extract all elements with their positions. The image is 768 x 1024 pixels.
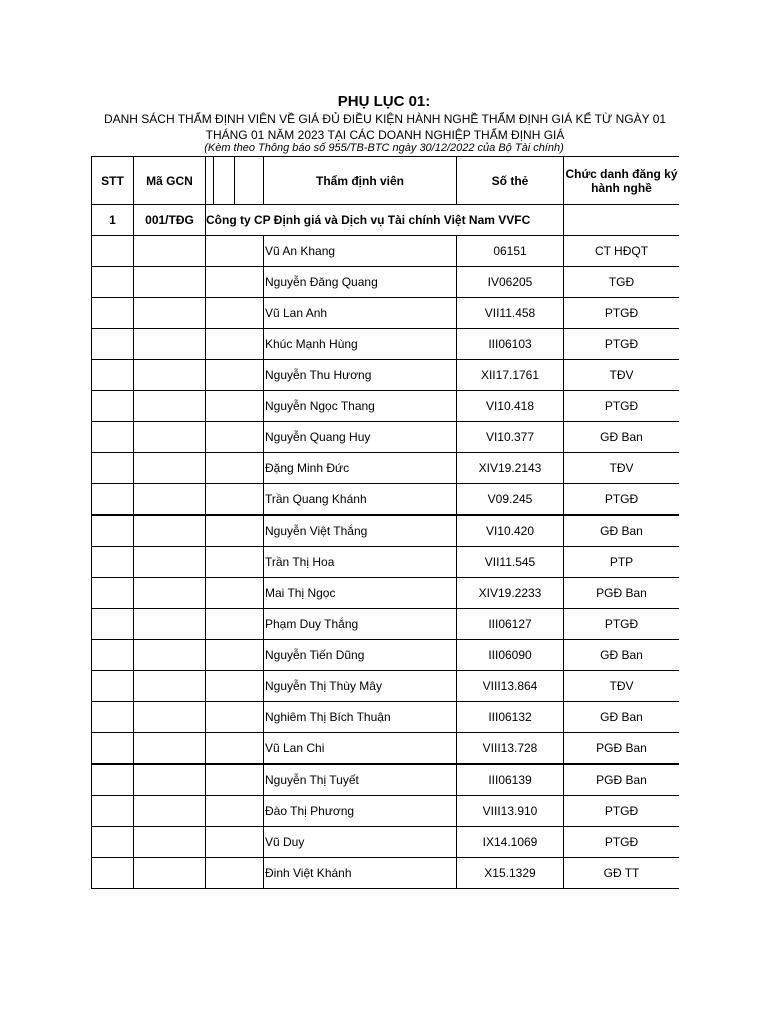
row-appraiser-name: Nguyễn Thị Thùy Mây [264, 671, 457, 702]
row-chuc-danh: GĐ Ban [564, 515, 680, 547]
row-spacer-empty [206, 329, 264, 360]
header-spacer-1 [206, 157, 214, 205]
header-spacer-3 [235, 157, 264, 205]
row-spacer-empty [206, 391, 264, 422]
table-row [92, 236, 680, 267]
table-row [92, 609, 680, 640]
row-ma-gcn-empty [134, 515, 206, 547]
row-chuc-danh: PTGĐ [564, 298, 680, 329]
row-spacer-empty [206, 733, 264, 765]
header-chuc-danh: Chức danh đăng ký hành nghề [564, 157, 680, 205]
row-stt-empty [92, 671, 134, 702]
row-appraiser-name: Mai Thị Ngọc [264, 578, 457, 609]
table-row [92, 702, 680, 733]
row-stt-empty [92, 329, 134, 360]
row-so-the: VI10.377 [457, 422, 564, 453]
row-appraiser-name: Khúc Mạnh Hùng [264, 329, 457, 360]
row-stt-empty [92, 702, 134, 733]
document-note: (Kèm theo Thông báo số 955/TB-BTC ngày 30/12/2022 của Bộ Tài chính) [204, 142, 564, 154]
company-ma-gcn: 001/TĐG [134, 205, 206, 236]
row-appraiser-name: Vũ Lan Anh [264, 298, 457, 329]
appraiser-table-container [91, 156, 679, 906]
row-stt-empty [92, 547, 134, 578]
row-chuc-danh: PTGĐ [564, 391, 680, 422]
row-spacer-empty [206, 796, 264, 827]
company-row [92, 205, 680, 236]
table-row [92, 578, 680, 609]
row-stt-empty [92, 267, 134, 298]
row-ma-gcn-empty [134, 422, 206, 453]
row-ma-gcn-empty [134, 329, 206, 360]
table-row [92, 360, 680, 391]
row-appraiser-name: Nguyễn Việt Thắng [264, 515, 457, 547]
row-appraiser-name: Trần Quang Khánh [264, 484, 457, 516]
row-appraiser-name: Đặng Minh Đức [264, 453, 457, 484]
header-spacer-2 [214, 157, 235, 205]
row-chuc-danh: CT HĐQT [564, 236, 680, 267]
row-stt-empty [92, 422, 134, 453]
row-so-the: VII11.458 [457, 298, 564, 329]
row-spacer-empty [206, 702, 264, 733]
row-chuc-danh: PTGĐ [564, 484, 680, 516]
row-spacer-empty [206, 515, 264, 547]
row-spacer-empty [206, 547, 264, 578]
row-chuc-danh: GĐ Ban [564, 422, 680, 453]
row-so-the: VII11.545 [457, 547, 564, 578]
row-so-the: 06151 [457, 236, 564, 267]
row-appraiser-name: Nguyễn Thu Hương [264, 360, 457, 391]
row-ma-gcn-empty [134, 858, 206, 889]
row-spacer-empty [206, 671, 264, 702]
row-stt-empty [92, 484, 134, 516]
row-so-the: VI10.420 [457, 515, 564, 547]
table-row [92, 858, 680, 889]
row-so-the: XIV19.2143 [457, 453, 564, 484]
row-chuc-danh: TĐV [564, 671, 680, 702]
row-ma-gcn-empty [134, 702, 206, 733]
row-ma-gcn-empty [134, 827, 206, 858]
document-subtitle: DANH SÁCH THẨM ĐỊNH VIÊN VỀ GIÁ ĐỦ ĐIỀU KIỆN HÀNH NGHỀ THẨM ĐỊNH GIÁ KỂ TỪ NGÀY 01 THÁNG 01 NĂM 2023 TẠI CÁC DOANH NGHIỆP THẨM ĐỊNH GIÁ [103, 112, 667, 142]
row-so-the: III06090 [457, 640, 564, 671]
row-so-the: III06132 [457, 702, 564, 733]
row-appraiser-name: Trần Thị Hoa [264, 547, 457, 578]
row-appraiser-name: Vũ Lan Chi [264, 733, 457, 765]
row-appraiser-name: Nguyễn Quang Huy [264, 422, 457, 453]
row-so-the: XIV19.2233 [457, 578, 564, 609]
header-stt: STT [92, 157, 134, 205]
company-name: Công ty CP Định giá và Dịch vụ Tài chính Việt Nam VVFC [206, 205, 564, 236]
row-ma-gcn-empty [134, 484, 206, 516]
row-so-the: VIII13.864 [457, 671, 564, 702]
row-stt-empty [92, 764, 134, 796]
row-so-the: VIII13.910 [457, 796, 564, 827]
table-row [92, 298, 680, 329]
row-chuc-danh: GĐ Ban [564, 640, 680, 671]
row-so-the: III06127 [457, 609, 564, 640]
row-appraiser-name: Nguyễn Thị Tuyết [264, 764, 457, 796]
row-stt-empty [92, 640, 134, 671]
row-chuc-danh: TĐV [564, 453, 680, 484]
table-row [92, 515, 680, 547]
row-ma-gcn-empty [134, 640, 206, 671]
row-ma-gcn-empty [134, 360, 206, 391]
row-chuc-danh: PGĐ Ban [564, 764, 680, 796]
row-ma-gcn-empty [134, 578, 206, 609]
row-stt-empty [92, 515, 134, 547]
row-stt-empty [92, 858, 134, 889]
row-stt-empty [92, 827, 134, 858]
row-ma-gcn-empty [134, 391, 206, 422]
row-so-the: III06139 [457, 764, 564, 796]
row-chuc-danh: TGĐ [564, 267, 680, 298]
row-chuc-danh: PGĐ Ban [564, 733, 680, 765]
row-spacer-empty [206, 858, 264, 889]
row-ma-gcn-empty [134, 453, 206, 484]
table-row [92, 267, 680, 298]
table-row [92, 671, 680, 702]
row-ma-gcn-empty [134, 547, 206, 578]
company-stt: 1 [92, 205, 134, 236]
row-spacer-empty [206, 422, 264, 453]
row-chuc-danh: GĐ TT [564, 858, 680, 889]
row-appraiser-name: Nguyễn Đăng Quang [264, 267, 457, 298]
row-stt-empty [92, 733, 134, 765]
row-spacer-empty [206, 298, 264, 329]
row-spacer-empty [206, 236, 264, 267]
header-tham-dinh-vien: Thẩm định viên [264, 157, 457, 205]
row-chuc-danh: TĐV [564, 360, 680, 391]
row-chuc-danh: GĐ Ban [564, 702, 680, 733]
header-so-the: Số thẻ [457, 157, 564, 205]
row-ma-gcn-empty [134, 236, 206, 267]
row-chuc-danh: PTGĐ [564, 796, 680, 827]
row-so-the: IV06205 [457, 267, 564, 298]
row-appraiser-name: Nguyễn Ngọc Thang [264, 391, 457, 422]
table-row [92, 453, 680, 484]
company-chuc-danh-empty [564, 205, 680, 236]
row-chuc-danh: PTP [564, 547, 680, 578]
table-row [92, 640, 680, 671]
row-chuc-danh: PTGĐ [564, 609, 680, 640]
row-appraiser-name: Nguyễn Tiến Dũng [264, 640, 457, 671]
row-stt-empty [92, 236, 134, 267]
row-so-the: VI10.418 [457, 391, 564, 422]
row-spacer-empty [206, 578, 264, 609]
row-so-the: III06103 [457, 329, 564, 360]
table-row [92, 547, 680, 578]
row-ma-gcn-empty [134, 267, 206, 298]
row-spacer-empty [206, 453, 264, 484]
row-ma-gcn-empty [134, 764, 206, 796]
row-so-the: V09.245 [457, 484, 564, 516]
row-so-the: VIII13.728 [457, 733, 564, 765]
row-so-the: IX14.1069 [457, 827, 564, 858]
row-stt-empty [92, 360, 134, 391]
row-spacer-empty [206, 640, 264, 671]
row-chuc-danh: PTGĐ [564, 827, 680, 858]
row-spacer-empty [206, 484, 264, 516]
table-row [92, 422, 680, 453]
row-chuc-danh: PGĐ Ban [564, 578, 680, 609]
table-row [92, 484, 680, 516]
row-appraiser-name: Vũ An Khang [264, 236, 457, 267]
table-row [92, 733, 680, 765]
row-chuc-danh: PTGĐ [564, 329, 680, 360]
table-row [92, 796, 680, 827]
appraiser-table [91, 156, 679, 889]
row-stt-empty [92, 391, 134, 422]
table-row [92, 827, 680, 858]
row-stt-empty [92, 796, 134, 827]
row-ma-gcn-empty [134, 609, 206, 640]
row-stt-empty [92, 578, 134, 609]
row-appraiser-name: Vũ Duy [264, 827, 457, 858]
row-stt-empty [92, 609, 134, 640]
row-stt-empty [92, 453, 134, 484]
header-ma-gcn: Mã GCN [134, 157, 206, 205]
table-row [92, 391, 680, 422]
table-row [92, 764, 680, 796]
row-appraiser-name: Nghiêm Thị Bích Thuận [264, 702, 457, 733]
row-stt-empty [92, 298, 134, 329]
row-so-the: XII17.1761 [457, 360, 564, 391]
row-appraiser-name: Phạm Duy Thắng [264, 609, 457, 640]
row-ma-gcn-empty [134, 298, 206, 329]
table-row [92, 329, 680, 360]
row-appraiser-name: Đinh Việt Khánh [264, 858, 457, 889]
row-ma-gcn-empty [134, 733, 206, 765]
row-ma-gcn-empty [134, 796, 206, 827]
row-spacer-empty [206, 360, 264, 391]
row-so-the: X15.1329 [457, 858, 564, 889]
row-spacer-empty [206, 609, 264, 640]
row-spacer-empty [206, 267, 264, 298]
table-header-row [92, 157, 680, 205]
row-appraiser-name: Đào Thị Phương [264, 796, 457, 827]
row-ma-gcn-empty [134, 671, 206, 702]
document-title: PHỤ LỤC 01: [337, 93, 431, 110]
row-spacer-empty [206, 764, 264, 796]
row-spacer-empty [206, 827, 264, 858]
